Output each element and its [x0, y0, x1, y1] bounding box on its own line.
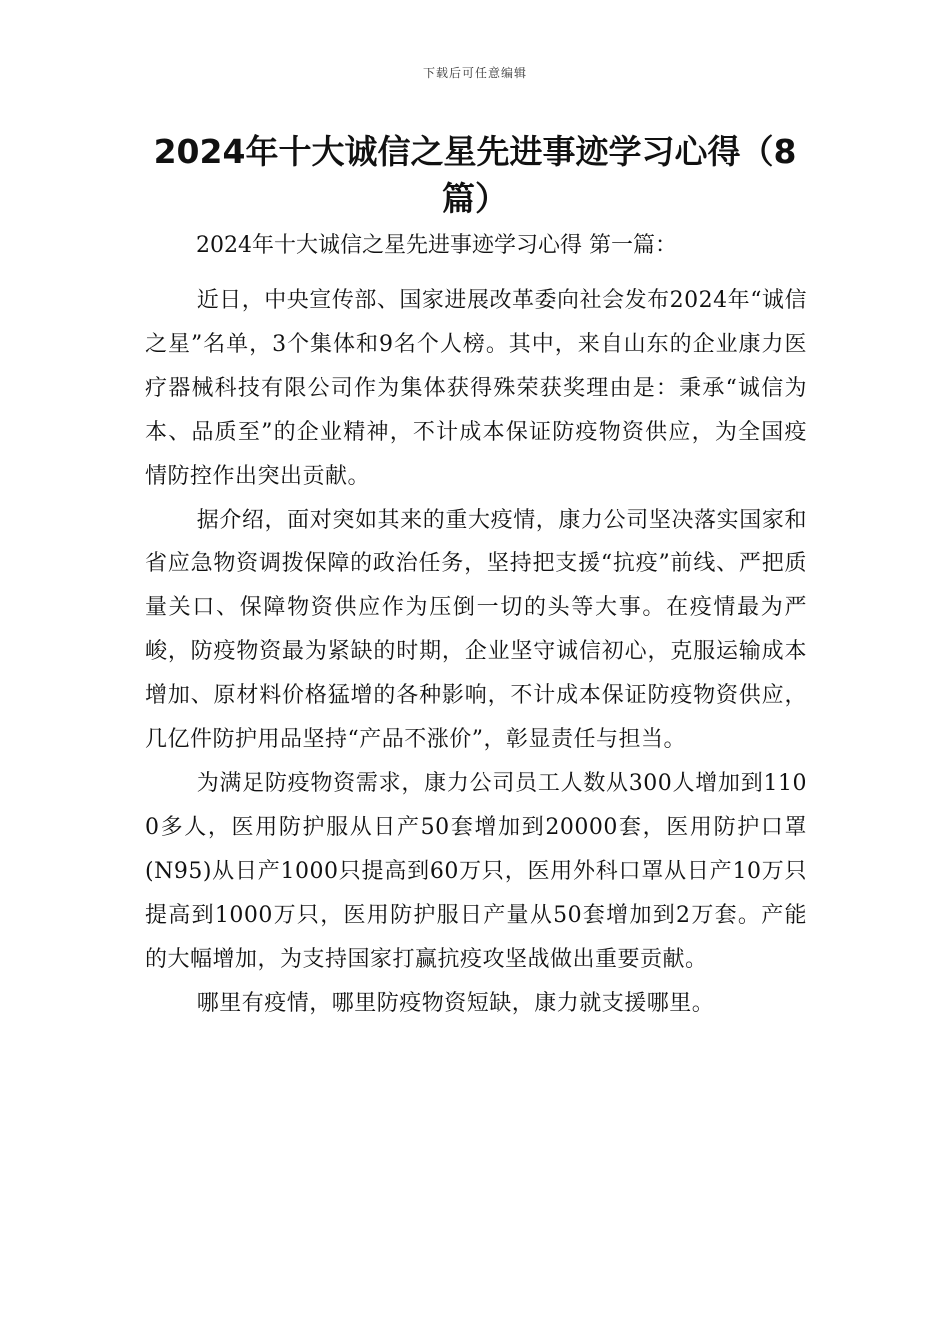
- paragraph: 为满足防疫物资需求，康力公司员工人数从300人增加到1100多人，医用防护服从日产50套增加到20000套，医用防护口罩(N95)从日产1000只提高到60万只，医用外科口罩从日产10万只提高到1000万只，医用防护服日产量从50套增加到2万套。产能的大幅增加，为支持国家打赢抗疫攻坚战做出重要贡献。: [145, 770, 807, 972]
- paragraph: 据介绍，面对突如其来的重大疫情，康力公司坚决落实国家和省应急物资调拨保障的政治任务，坚持把支援“抗疫”前线、严把质量关口、保障物资供应作为压倒一切的头等大事。在疫情最为严峻，防疫物资最为紧缺的时期，企业坚守诚信初心，克服运输成本增加、原材料价格猛增的各种影响，不计成本保证防疫物资供应，几亿件防护用品坚持“产品不涨价”，彰显责任与担当。: [145, 507, 807, 753]
- header-note: 下载后可任意编辑: [422, 66, 527, 80]
- section-subtitle: 2024年十大诚信之星先进事迹学习心得 第一篇：: [196, 233, 677, 258]
- paragraph: 近日，中央宣传部、国家进展改革委向社会发布2024年“诚信之星”名单，3个集体和9名个人榜。其中，来自山东的企业康力医疗器械科技有限公司作为集体获得殊荣获奖理由是：秉承“诚信为本、品质至”的企业精神，不计成本保证防疫物资供应，为全国疫情防控作出突出贡献。: [145, 288, 807, 489]
- document-body: [145, 279, 807, 1025]
- document-title: 2024年十大诚信之星先进事迹学习心得（8篇）: [153, 132, 797, 218]
- paragraph: 哪里有疫情，哪里防疫物资短缺，康力就支援哪里。: [196, 990, 715, 1016]
